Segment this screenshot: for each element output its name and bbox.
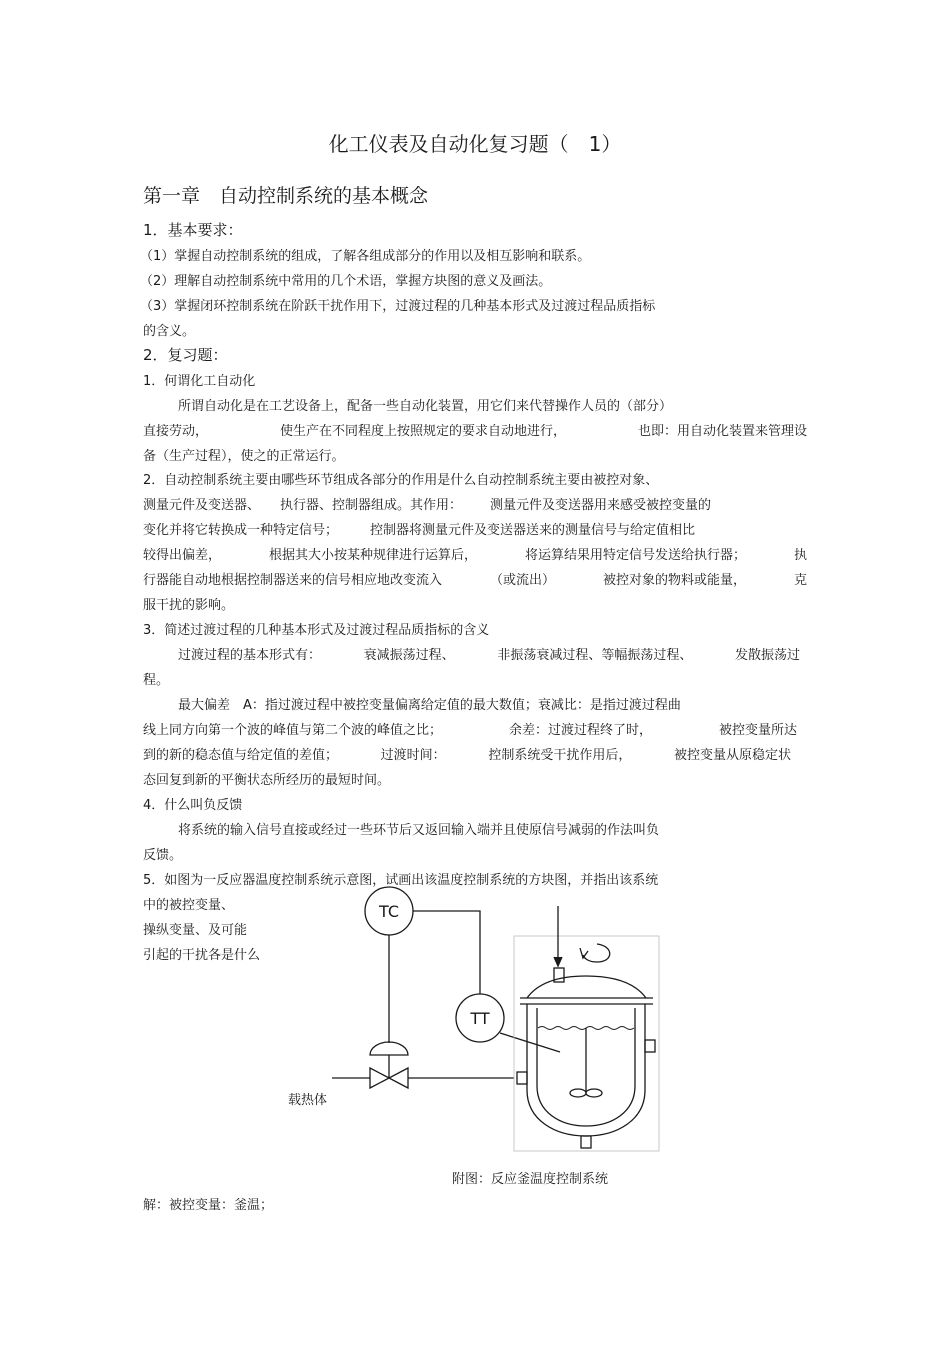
requirement-2: （2）理解自动控制系统中常用的几个术语，掌握方块图的意义及画法。 bbox=[140, 274, 552, 289]
text-segment: 测量元件及变送器用来感受被控变量的 bbox=[490, 498, 712, 513]
answer-3-line-3: 最大偏差 A：指过渡过程中被控变量偏离给定值的最大数值；衰减比：是指过渡过程曲 bbox=[178, 698, 681, 713]
text-segment: 将运算结果用特定信号发送给执行器； bbox=[524, 548, 746, 563]
text-segment: 也即：用自动化装置来管理设 bbox=[637, 424, 807, 439]
text-segment: 发散振荡过 bbox=[734, 648, 800, 663]
text-segment: （或流出） bbox=[489, 573, 555, 588]
answer-1-line-3: 备（生产过程），使之的正常运行。 bbox=[143, 449, 345, 464]
question-5-line-2: 中的被控变量、 bbox=[143, 898, 235, 913]
requirement-1: （1）掌握自动控制系统的组成，了解各组成部分的作用以及相互影响和联系。 bbox=[140, 249, 591, 264]
question-3: 3．简述过渡过程的几种基本形式及过渡过程品质指标的含义 bbox=[143, 623, 490, 638]
tc-label: TC bbox=[378, 902, 400, 921]
question-5-line-4: 引起的干扰各是什么 bbox=[143, 948, 261, 963]
text-segment: 被控变量所达 bbox=[718, 723, 797, 738]
question-5: 5．如图为一反应器温度控制系统示意图，试画出该温度控制系统的方块图，并指出该系统 bbox=[143, 873, 659, 888]
figure-caption: 附图：反应釜温度控制系统 bbox=[452, 1172, 609, 1187]
question-1: 1．何谓化工自动化 bbox=[143, 374, 256, 389]
answer-4-line-2: 反馈。 bbox=[143, 848, 183, 863]
text-segment: 到的新的稳态值与给定值的差值； bbox=[143, 748, 339, 763]
requirements-heading: 1．基本要求： bbox=[143, 221, 243, 239]
answer-3-line-2: 程。 bbox=[143, 673, 170, 688]
reactor-head bbox=[527, 976, 646, 998]
text-segment: 控制系统受干扰作用后， bbox=[488, 748, 632, 763]
text-segment: 根据其大小按某种规律进行运算后， bbox=[268, 548, 477, 563]
temperature-probe-line bbox=[500, 1033, 560, 1052]
text-segment: 行器能自动地根据控制器送来的信号相应地改变流入 bbox=[143, 573, 443, 588]
chapter-heading: 第一章 自动控制系统的基本概念 bbox=[143, 185, 429, 207]
text-segment: 克 bbox=[793, 573, 807, 588]
heat-medium-label: 载热体 bbox=[288, 1093, 328, 1108]
text-segment: 过渡时间： bbox=[380, 748, 446, 763]
text-segment: 变化并将它转换成一种特定信号； bbox=[143, 523, 339, 538]
text-segment: 非振荡衰减过程、等幅振荡过程、 bbox=[497, 648, 693, 663]
text-segment: 衰减振荡过程、 bbox=[363, 648, 455, 663]
text-segment: 过渡过程的基本形式有： bbox=[178, 648, 322, 663]
question-4: 4．什么叫负反馈 bbox=[143, 798, 243, 813]
text-segment: 较得出偏差， bbox=[143, 548, 222, 563]
text-segment: 测量元件及变送器、 bbox=[143, 498, 261, 513]
text-segment: 控制器将测量元件及变送器送来的测量信号与给定值相比 bbox=[370, 523, 696, 538]
requirement-3: （3）掌握闭环控制系统在阶跃干扰作用下，过渡过程的几种基本形式及过渡过程品质指标 bbox=[140, 299, 656, 314]
question-5-line-3: 操纵变量、及可能 bbox=[143, 923, 248, 938]
text-segment: 被控对象的物料或能量， bbox=[602, 573, 746, 588]
text-segment: 执行器、控制器组成。其作用： bbox=[280, 498, 463, 513]
text-segment: 线上同方向第一个波的峰值与第二个波的峰值之比； bbox=[143, 723, 443, 738]
text-segment: 执 bbox=[793, 548, 807, 563]
text-segment: 使生产在不同程度上按照规定的要求自动地进行， bbox=[279, 424, 566, 439]
question-2: 2．自动控制系统主要由哪些环节组成各部分的作用是什么自动控制系统主要由被控对象、 bbox=[143, 473, 659, 488]
answer-1-line-1: 所谓自动化是在工艺设备上，配备一些自动化装置，用它们来代替操作人员的（部分） bbox=[178, 399, 673, 414]
answer-5-line-1: 解：被控变量：釜温； bbox=[143, 1198, 274, 1213]
answer-2-line-6: 服干扰的影响。 bbox=[143, 598, 235, 613]
review-heading: 2．复习题： bbox=[143, 346, 228, 364]
text-segment: 余差：过渡过程终了时， bbox=[508, 723, 652, 738]
answer-3-line-6: 态回复到新的平衡状态所经历的最短时间。 bbox=[143, 773, 391, 788]
requirement-3-cont: 的含义。 bbox=[143, 324, 196, 339]
tc-tt-signal-line bbox=[413, 911, 480, 994]
text-segment: 被控变量从原稳定状 bbox=[673, 748, 791, 763]
document-title: 化工仪表及自动化复习题（ 1） bbox=[328, 132, 622, 156]
valve-actuator bbox=[370, 1042, 408, 1055]
tt-label: TT bbox=[470, 1009, 490, 1028]
text-segment: 直接劳动， bbox=[143, 424, 209, 439]
agitator-blade bbox=[570, 1089, 586, 1097]
answer-4-line-1: 将系统的输入信号直接或经过一些环节后又返回输入端并且使原信号减弱的作法叫负 bbox=[178, 823, 660, 838]
